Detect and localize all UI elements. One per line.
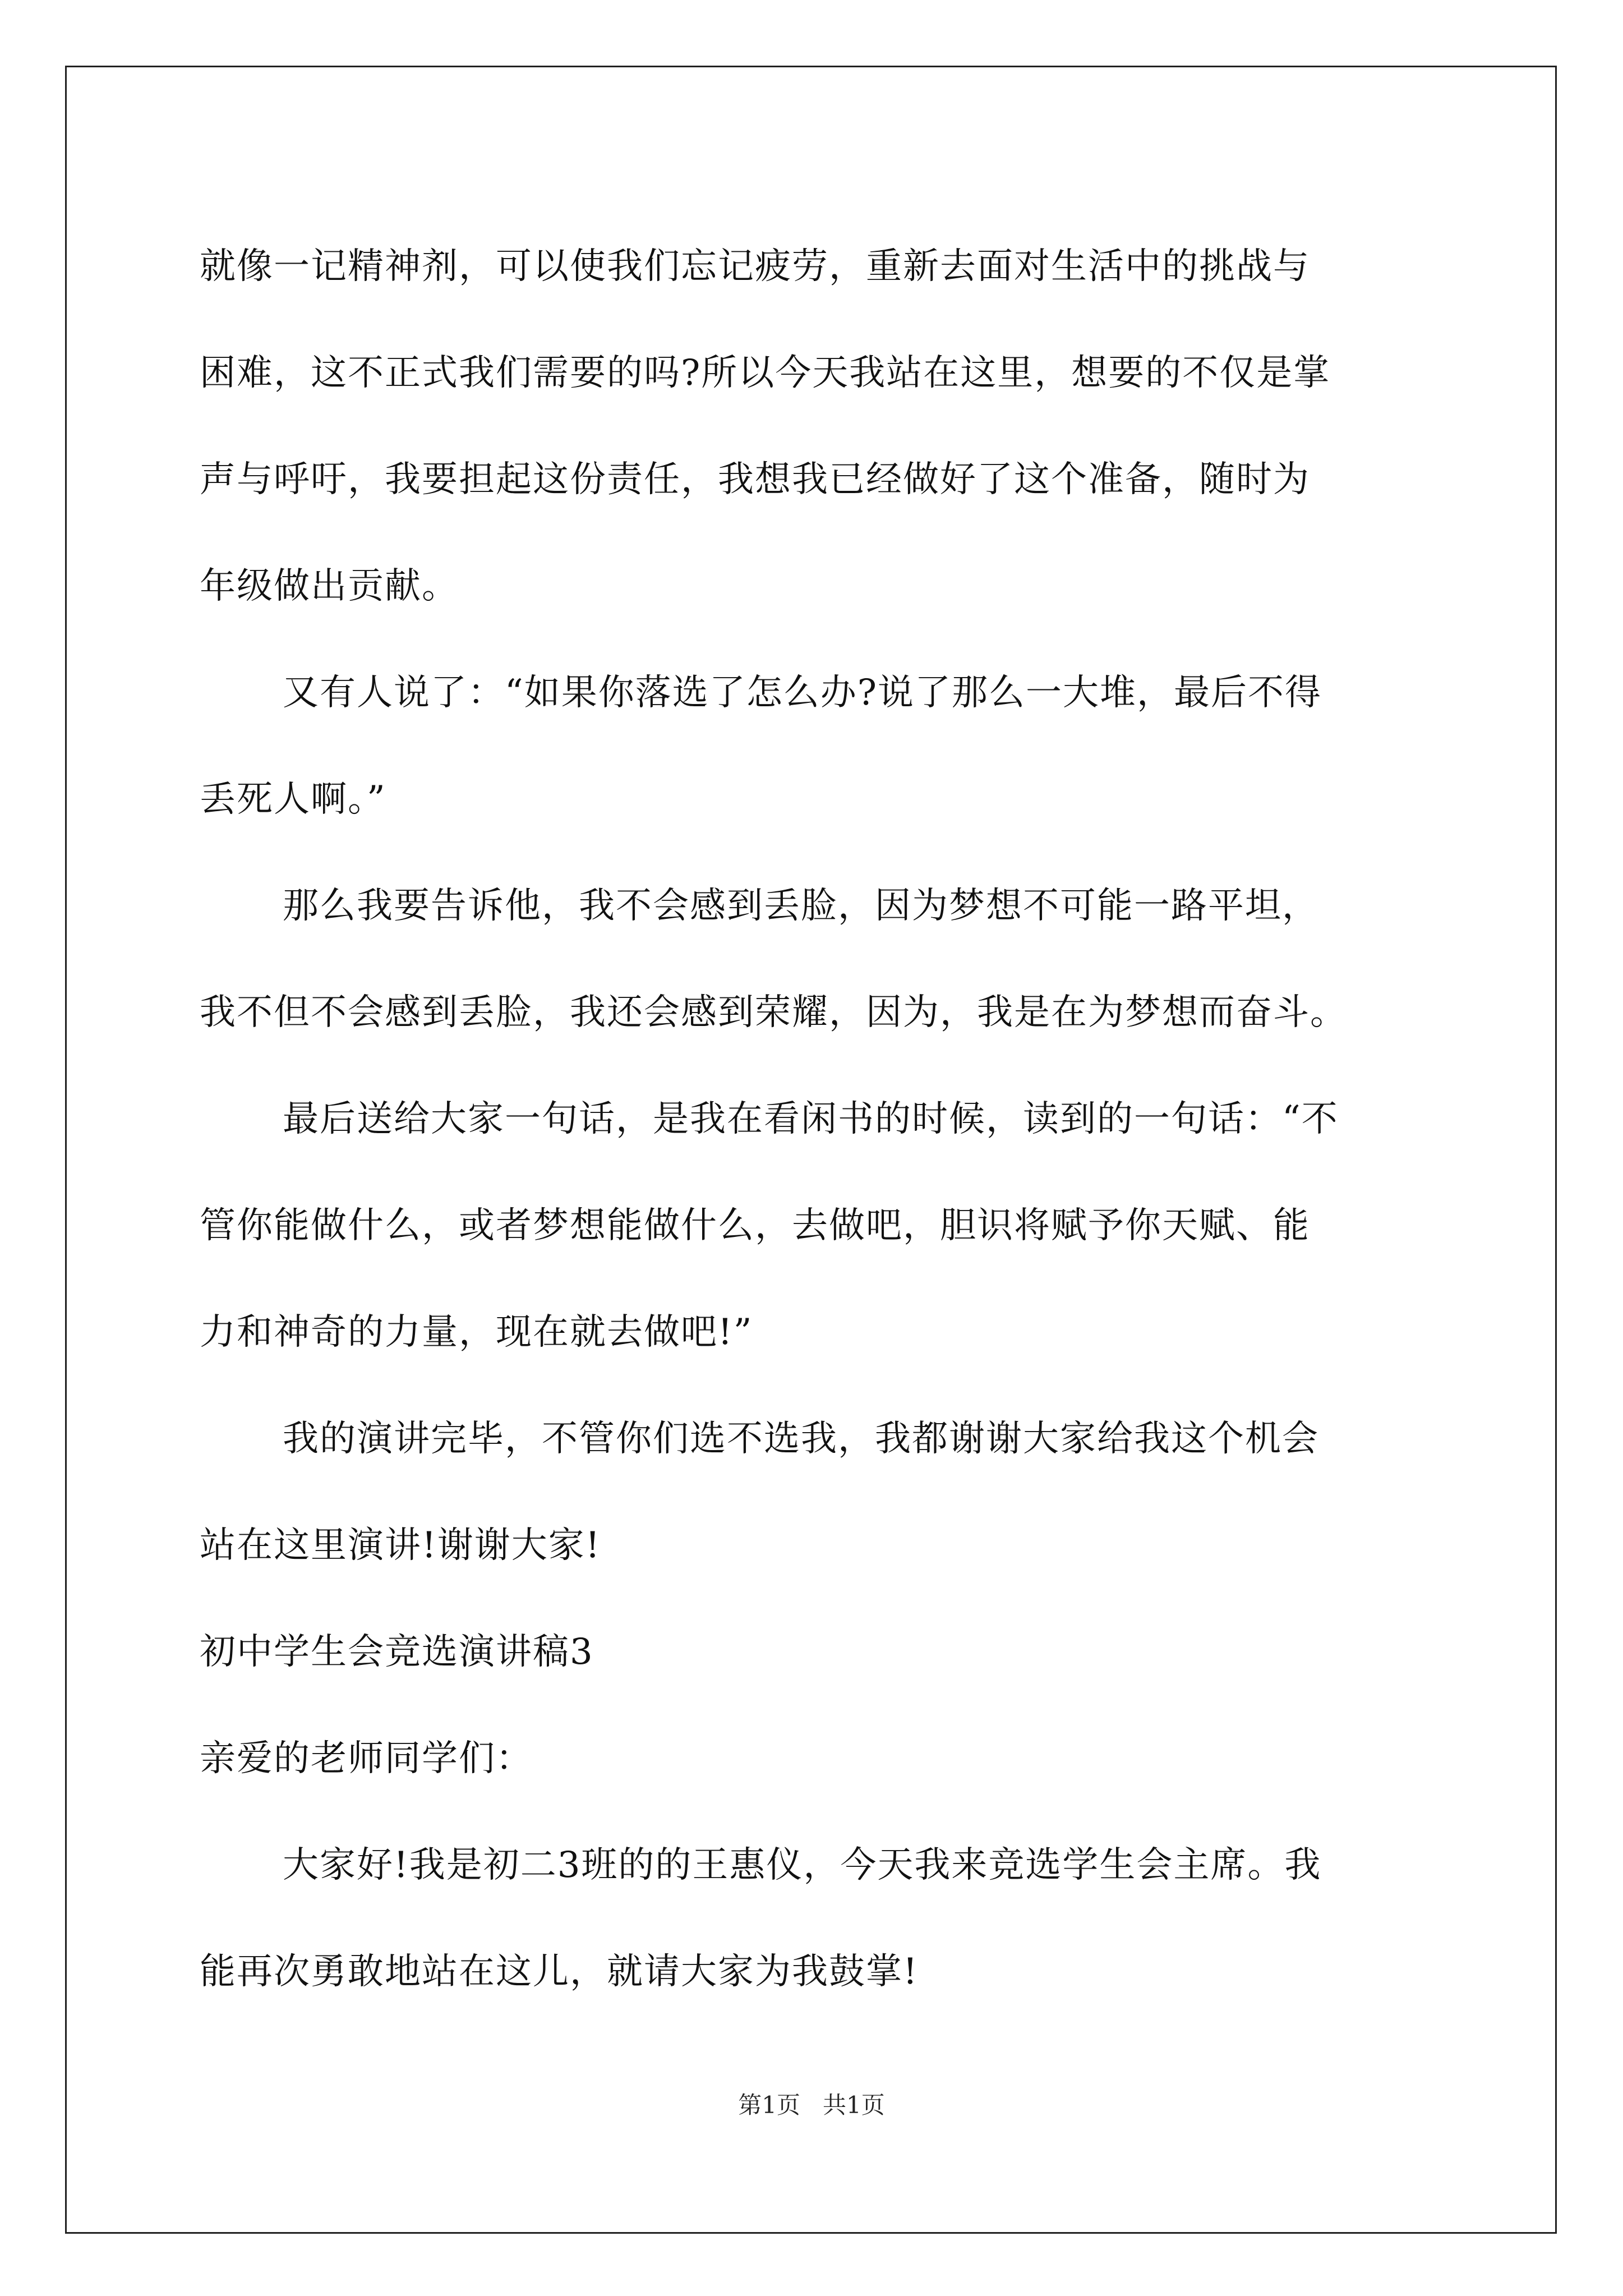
salutation: 亲爱的老师同学们： [200, 1738, 533, 1779]
text-line-17: 能再次勇敢地站在这儿，就请大家为我鼓掌! [200, 1951, 919, 1993]
text-line-16: 大家好!我是初二3班的的王惠仪，今天我来竞选学生会主席。我 [283, 1844, 1322, 1886]
text-line-8: 我不但不会感到丢脸，我还会感到荣耀，因为，我是在为梦想而奋斗。 [200, 992, 1347, 1033]
text-line-7: 那么我要告诉他，我不会感到丢脸，因为梦想不可能一路平坦， [283, 885, 1319, 927]
text-line-11: 力和神奇的力量，现在就去做吧!” [200, 1312, 753, 1353]
page-footer: 第1页 共1页 [738, 2091, 885, 2119]
text-line-2: 困难，这不正式我们需要的吗?所以今天我站在这里，想要的不仅是掌 [200, 352, 1331, 394]
text-line-3: 声与呼吁，我要担起这份责任，我想我已经做好了这个准备，随时为 [200, 459, 1310, 500]
text-line-1: 就像一记精神剂，可以使我们忘记疲劳，重新去面对生活中的挑战与 [200, 246, 1310, 287]
document-body [200, 213, 1433, 2025]
text-line-4: 年级做出贡献。 [200, 565, 459, 607]
text-line-6: 丢死人啊。” [200, 779, 386, 820]
section-heading: 初中学生会竞选演讲稿3 [200, 1631, 594, 1673]
text-line-13: 站在这里演讲!谢谢大家! [200, 1525, 601, 1566]
text-line-10: 管你能做什么，或者梦想能做什么，去做吧，胆识将赋予你天赋、能 [200, 1205, 1310, 1246]
text-line-12: 我的演讲完毕，不管你们选不选我，我都谢谢大家给我这个机会 [283, 1418, 1319, 1460]
text-line-5: 又有人说了：“如果你落选了怎么办?说了那么一大堆，最后不得 [283, 672, 1322, 714]
text-line-9: 最后送给大家一句话，是我在看闲书的时候，读到的一句话：“不 [283, 1098, 1339, 1140]
